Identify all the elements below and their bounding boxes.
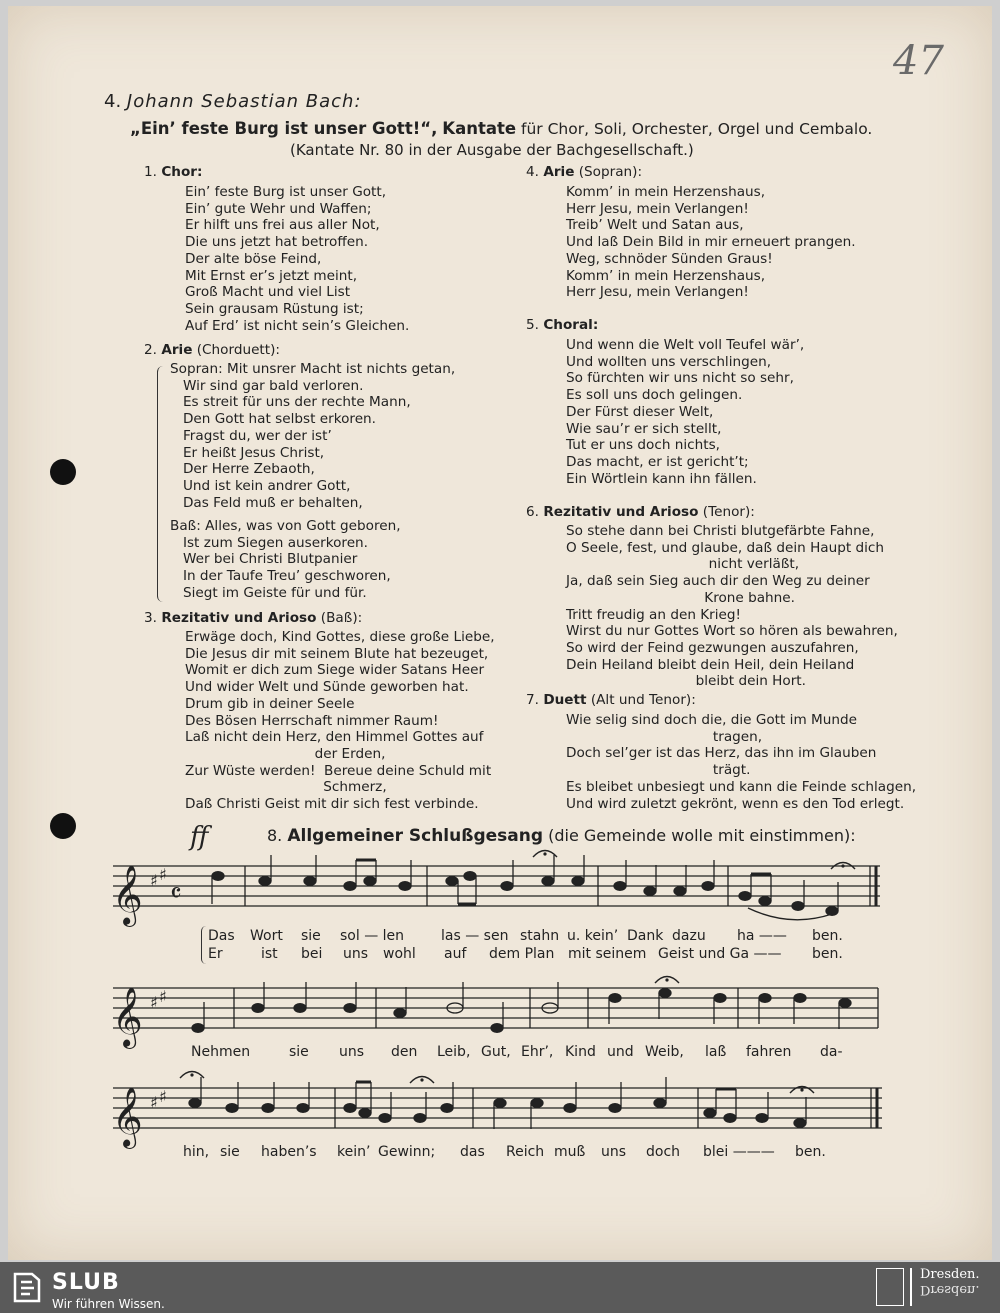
lyric-word: Dank (627, 928, 664, 944)
page-number: 47 (893, 38, 944, 84)
section-title: Choral: (543, 317, 599, 333)
slub-tagline: Wir führen Wissen. (52, 1297, 165, 1311)
footer-bar (0, 1262, 1000, 1313)
lyric-word: Er (208, 946, 223, 962)
lyric-word: bei (301, 946, 323, 962)
lyric-word: sol — len (340, 928, 405, 944)
section-title: Duett (543, 692, 587, 708)
lyric-word: dazu (672, 928, 706, 944)
treble-clef: 𝄞 (112, 865, 143, 925)
lyric-word: Kind (565, 1044, 596, 1060)
section-subtitle: (Alt und Tenor): (590, 692, 696, 708)
svg-text:♯: ♯ (159, 1087, 167, 1106)
lyric-word: ben. (812, 946, 843, 962)
dresden-mirror-text: Dresden. (920, 1282, 980, 1297)
lyric-word: ha —— (737, 928, 787, 944)
lyric-word: haben’s (261, 1144, 317, 1160)
section-subtitle: (Baß): (320, 610, 363, 626)
dresden-text: Dresden. (920, 1267, 980, 1282)
title-bold: „Ein’ feste Burg ist unser Gott!“, (130, 119, 438, 138)
svg-text:♯: ♯ (159, 865, 167, 884)
lyric-word: las — sen (441, 928, 509, 944)
lyric-word: Nehmen (191, 1044, 251, 1060)
treble-clef: 𝄞 (112, 987, 143, 1047)
lyric-word: fahren (746, 1044, 792, 1060)
lyric-word: hin, (183, 1144, 210, 1160)
section-6-text: So stehe dann bei Christi blutgefärbte Fahne, O Seele, fest, und glaube, daß dein Haupt dich nicht verläßt, Ja, daß sein Sieg auch dir den Weg zu deiner Krone bahne. Tritt freudig an den Krieg! Wirst du nur Gottes Wort so hören als bewahren, So wird der Feind gezwungen auszufahren, Dein Heiland bleibt dein Heil, dein Heiland bleibt dein Hort. (566, 523, 898, 690)
verse-brace (201, 926, 207, 964)
fortissimo-mark: ff (190, 822, 209, 852)
section-3-text: Erwäge doch, Kind Gottes, diese große Liebe, Die Jesus dir mit seinem Blute hat bezeuget, Womit er dich zum Siege wider Satans Heer Und wider Welt und Sünde geworben hat. Drum gib in deiner Seele Des Bösen Herrschaft nimmer Raum! Laß nicht dein Herz, den Himmel Gottes auf der Erden, Zur Wüste werden! Bereue deine Schuld mit Schmerz, Daß Christi Geist mit dir sich fest verbinde. (185, 629, 495, 813)
lyric-word: sie (220, 1144, 240, 1160)
treble-clef: 𝄞 (112, 1087, 143, 1147)
section-5-text: Und wenn die Welt voll Teufel wär’, Und wollten uns verschlingen, So fürchten wir uns nicht so sehr, Es soll uns doch gelingen. Der Fürst dieser Welt, Wie sau’r er sich stellt, Tut er uns doch nichts, Das macht, er ist gericht’t; Ein Wörtlein kann ihn fällen. (566, 337, 805, 487)
section-2-bass-text: Baß: Alles, was von Gott geboren, Ist zum Siegen auserkoren. Wer bei Christi Blutpanier In der Taufe Treu’ geschworen, Siegt im Geiste für und für. (170, 518, 401, 601)
lyric-word: auf (444, 946, 467, 962)
section-number: 2. (144, 342, 157, 358)
svg-text:♯: ♯ (150, 993, 158, 1012)
lyric-word: Geist und Ga —— (658, 946, 782, 962)
lyric-word: da- (820, 1044, 843, 1060)
lyric-word: u. kein’ (567, 928, 619, 944)
svg-text:𝄴: 𝄴 (170, 879, 182, 909)
lyric-word: blei ——— (703, 1144, 775, 1160)
lyric-word: und (607, 1044, 634, 1060)
section-title: Chor: (161, 164, 203, 180)
item-number: 4. (104, 91, 122, 112)
lyric-word: stahn (520, 928, 560, 944)
lyric-word: sie (301, 928, 321, 944)
lyric-word: mit seinem (568, 946, 647, 962)
section-subtitle: (die Gemeinde wolle mit einstimmen): (548, 826, 856, 845)
section-number: 3. (144, 610, 157, 626)
lyric-word: den (391, 1044, 418, 1060)
lyric-word: doch (646, 1144, 681, 1160)
slub-logo-icon (12, 1270, 42, 1304)
lyric-word: sie (289, 1044, 309, 1060)
work-subtitle: (Kantate Nr. 80 in der Ausgabe der Bachgesellschaft.) (290, 141, 694, 159)
section-number: 4. (526, 164, 539, 180)
lyric-word: wohl (383, 946, 416, 962)
svg-text:♯: ♯ (150, 1093, 158, 1112)
composer-name: Johann Sebastian Bach: (126, 91, 362, 112)
section-number: 7. (526, 692, 539, 708)
svg-text:♯: ♯ (159, 987, 167, 1006)
lyric-word: dem Plan (489, 946, 555, 962)
section-subtitle: (Sopran): (578, 164, 643, 180)
dresden-logo[interactable] (920, 1268, 980, 1296)
section-title: Arie (543, 164, 575, 180)
section-4-text: Komm’ in mein Herzenshaus, Herr Jesu, mein Verlangen! Treib’ Welt und Satan aus, Und laß Dein Bild in mir erneuert prangen. Weg, schnöder Sünden Graus! Komm’ in mein Herzenshaus, Herr Jesu, mein Verlangen! (566, 184, 856, 301)
section-number: 1. (144, 164, 157, 180)
lyric-word: uns (601, 1144, 627, 1160)
kantate-label: Kantate (442, 119, 517, 138)
section-number: 5. (526, 317, 539, 333)
lyric-word: uns (339, 1044, 365, 1060)
slub-brand[interactable]: SLUB (52, 1270, 120, 1295)
section-1-text: Ein’ feste Burg ist unser Gott, Ein’ gute Wehr und Waffen; Er hilft uns frei aus aller Not, Die uns jetzt hat betroffen. Der alte böse Feind, Mit Ernst er’s jetzt meint, Groß Macht und viel List Sein grausam Rüstung ist; Auf Erd’ ist nicht sein’s Gleichen. (185, 184, 410, 334)
lyric-word: kein’ (337, 1144, 371, 1160)
lyric-word: Reich (506, 1144, 545, 1160)
lyric-word: laß (705, 1044, 727, 1060)
lyric-word: Leib, (437, 1044, 471, 1060)
section-7-text: Wie selig sind doch die, die Gott im Munde tragen, Doch sel’ger ist das Herz, das ihn im Glauben trägt. Es bleibet unbesiegt und kann die Feinde schlagen, Und wird zuletzt gekrönt, wenn es den Tod erlegt. (566, 712, 917, 812)
section-number: 8. (267, 826, 283, 845)
svg-text:♯: ♯ (150, 871, 158, 890)
lyric-word: das (460, 1144, 485, 1160)
lyric-word: ben. (812, 928, 843, 944)
section-title: Arie (161, 342, 193, 358)
lyric-word: uns (343, 946, 369, 962)
lyric-word: Weib, (645, 1044, 684, 1060)
lyric-word: Das (208, 928, 235, 944)
lyric-word: Gewinn; (378, 1144, 436, 1160)
section-title: Rezitativ und Arioso (161, 610, 317, 626)
lyric-word: Ehr’, (521, 1044, 554, 1060)
dresden-crest-icon (876, 1268, 904, 1306)
section-subtitle: (Tenor): (702, 504, 755, 520)
section-title: Allgemeiner Schlußgesang (287, 826, 544, 846)
section-2-sopran-text: Sopran: Mit unsrer Macht ist nichts getan, Wir sind gar bald verloren. Es streit für uns der rechte Mann, Den Gott hat selbst erkoren. Fragst du, wer der ist’ Er heißt Jesus Christ, Der Herre Zebaoth, Und ist kein andrer Gott, Das Feld muß er behalten, (170, 361, 456, 511)
section-number: 6. (526, 504, 539, 520)
lyric-word: ben. (795, 1144, 826, 1160)
section-subtitle: (Chorduett): (196, 342, 280, 358)
lyric-word: ist (261, 946, 278, 962)
section-title: Rezitativ und Arioso (543, 504, 699, 520)
lyric-word: Wort (250, 928, 283, 944)
lyric-word: muß (554, 1144, 586, 1160)
footer-divider (910, 1268, 912, 1306)
title-rest: für Chor, Soli, Orchester, Orgel und Cembalo. (521, 120, 873, 138)
lyric-word: Gut, (481, 1044, 511, 1060)
